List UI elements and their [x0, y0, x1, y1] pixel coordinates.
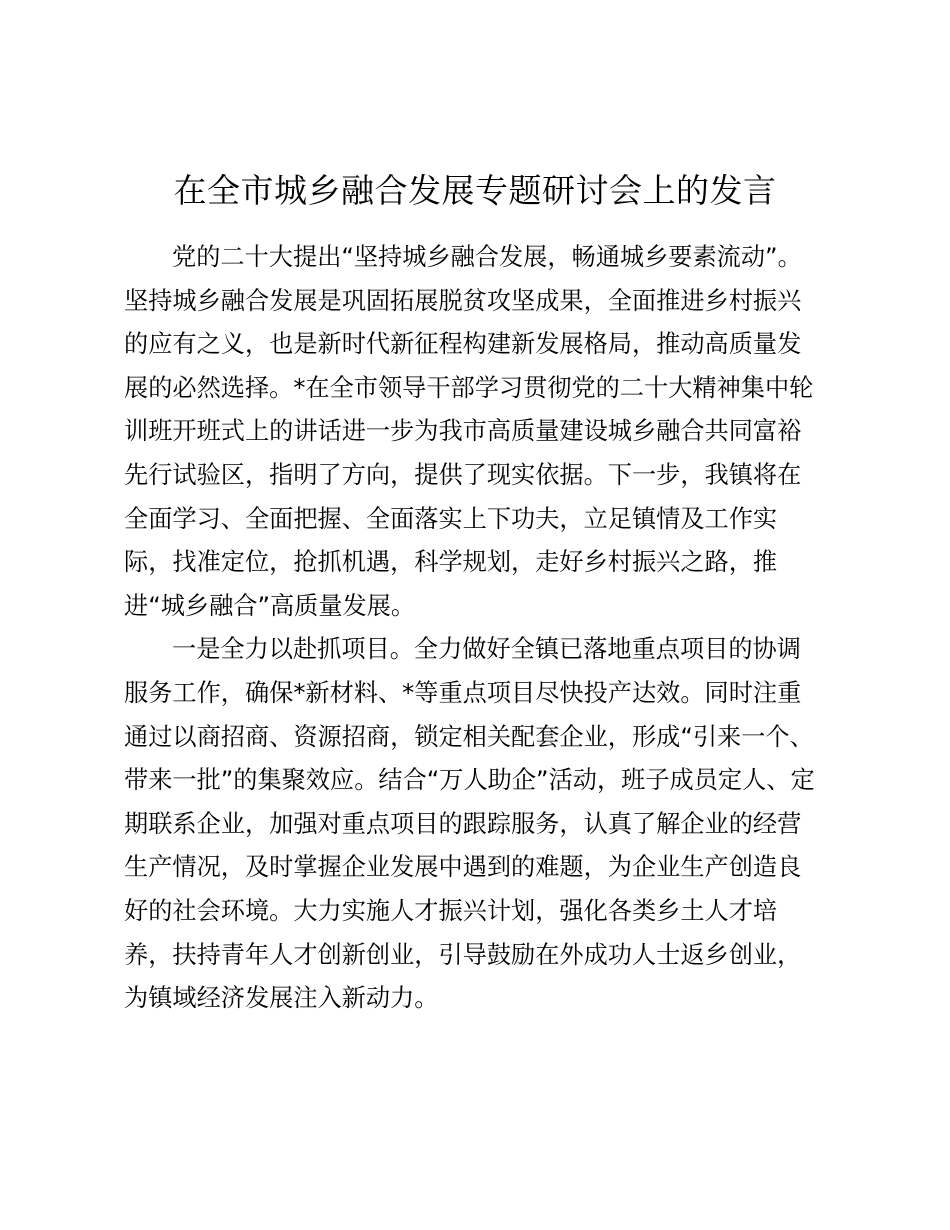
paragraph-line: 一是全力以赴抓项目。全力做好全镇已落地重点项目的协调: [172, 635, 801, 664]
paragraph-line: 生产情况，及时掌握企业发展中遇到的难题，为企业生产创造良: [124, 853, 802, 882]
paragraph-2: [124, 628, 834, 1020]
document-body: [124, 236, 834, 1021]
paragraph-line: 养，扶持青年人才创新创业，引导鼓励在外成功人士返乡创业，: [124, 940, 802, 969]
paragraph-line: 先行试验区，指明了方向，提供了现实依据。下一步，我镇将在: [124, 460, 802, 489]
paragraph-line: 训班开班式上的讲话进一步为我市高质量建设城乡融合共同富裕: [124, 417, 802, 446]
paragraph-line: 进“城乡融合”高质量发展。: [124, 591, 416, 620]
paragraph-line: 党的二十大提出“坚持城乡融合发展，畅通城乡要素流动”。: [172, 243, 802, 271]
paragraph-1: [124, 236, 834, 628]
paragraph-line: 为镇域经济发展注入新动力。: [124, 984, 439, 1013]
paragraph-line: 通过以商招商、资源招商，锁定相关配套企业，形成“引来一个、: [124, 722, 814, 751]
paragraph-line: 服务工作，确保*新材料、*等重点项目尽快投产达效。同时注重: [124, 678, 802, 707]
paragraph-line: 展的必然选择。*在全市领导干部学习贯彻党的二十大精神集中轮: [124, 373, 814, 402]
document-title: 在全市城乡融合发展专题研讨会上的发言: [173, 171, 777, 210]
paragraph-line: 好的社会环境。大力实施人才振兴计划，强化各类乡土人才培: [124, 896, 778, 925]
paragraph-line: 带来一批”的集聚效应。结合“万人助企”活动，班子成员定人、定: [124, 766, 815, 795]
paragraph-line: 全面学习、全面把握、全面落实上下功夫，立足镇情及工作实: [124, 504, 778, 533]
paragraph-line: 际，找准定位，抢抓机遇，科学规划，走好乡村振兴之路，推: [124, 548, 778, 577]
paragraph-line: 的应有之义，也是新时代新征程构建新发展格局，推动高质量发: [124, 330, 802, 359]
paragraph-line: 期联系企业，加强对重点项目的跟踪服务，认真了解企业的经营: [124, 809, 802, 838]
paragraph-line: 坚持城乡融合发展是巩固拓展脱贫攻坚成果，全面推进乡村振兴: [124, 286, 802, 315]
